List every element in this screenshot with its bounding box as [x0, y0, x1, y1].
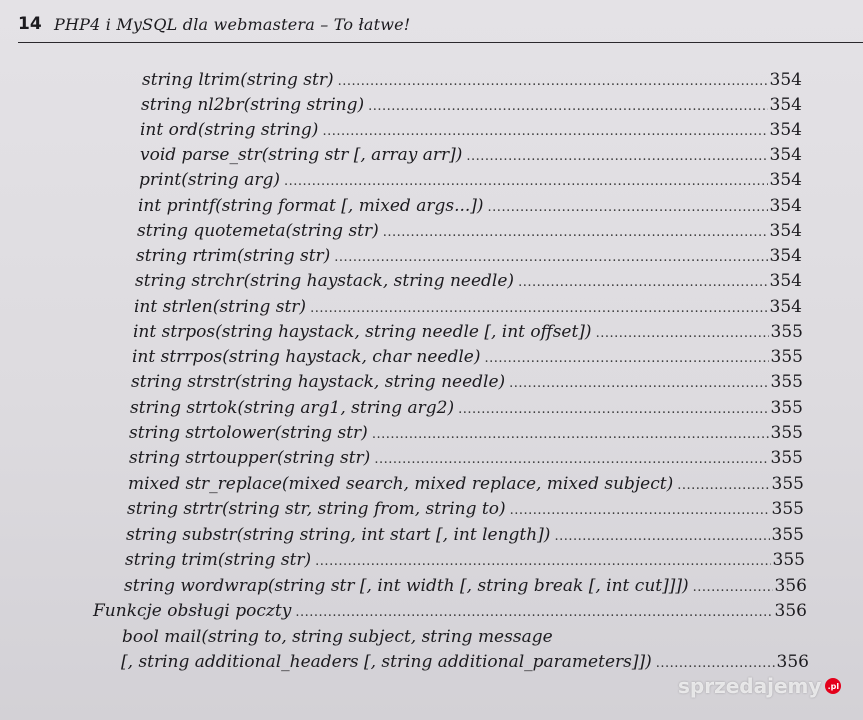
dot-leader	[374, 452, 768, 467]
toc-entry-text: string strtr(string str, string from, string to)	[127, 499, 506, 519]
toc-entry-page: 354	[769, 145, 802, 165]
dot-leader	[322, 124, 767, 139]
dot-leader	[458, 402, 768, 417]
toc-entry-text: string ltrim(string str)	[142, 70, 334, 90]
dot-leader	[372, 427, 769, 442]
dot-leader	[315, 554, 770, 569]
toc-entry-page: 354	[769, 170, 802, 190]
toc-entry-text: string trim(string str)	[125, 550, 312, 570]
toc-entry-text: string strtok(string arg1, string arg2)	[130, 398, 455, 418]
toc-entry-strtr	[127, 499, 804, 524]
toc-entry-text: string quotemeta(string str)	[137, 221, 379, 241]
dot-leader	[466, 149, 767, 164]
toc-entry-page: 354	[769, 221, 802, 241]
toc-entry-text: int strpos(string haystack, string needle [, int offset])	[133, 322, 592, 342]
dot-leader	[383, 225, 768, 240]
toc-entry-page: 354	[769, 271, 802, 291]
toc-entry-page: 355	[770, 347, 803, 367]
toc-entry-substr	[126, 525, 804, 550]
toc-entry-strrpos	[132, 347, 803, 372]
toc-entry-str-replace	[128, 474, 804, 499]
watermark-badge: .pl	[825, 678, 841, 694]
dot-leader	[509, 376, 768, 391]
toc-entry-text: print(string arg)	[139, 170, 280, 190]
toc-entry-printf	[138, 196, 802, 221]
toc-entry-rtrim	[136, 246, 802, 271]
toc-entry-page: 356	[774, 576, 807, 596]
toc-entry-page: 354	[769, 95, 802, 115]
toc-entry-page: 356	[774, 601, 807, 621]
toc-entry-wordwrap	[124, 576, 807, 601]
toc-entry-page: 355	[770, 322, 803, 342]
toc-entry-text: [, string additional_headers [, string additional_parameters]])	[121, 652, 652, 672]
dot-leader	[334, 250, 767, 265]
dot-leader	[295, 605, 772, 620]
toc-entry-page: 355	[770, 448, 803, 468]
toc-entry-page: 354	[769, 297, 802, 317]
toc-entry-quotemeta	[137, 221, 802, 246]
watermark-text: sprzedajemy	[678, 674, 822, 698]
toc-entry-nl2br	[141, 95, 802, 120]
toc-entry-text: string strtoupper(string str)	[129, 448, 371, 468]
toc-entry-text: string strstr(string haystack, string needle)	[131, 372, 506, 392]
toc-entry-strtolower	[129, 423, 803, 448]
toc-entry-print	[139, 170, 802, 195]
toc-entry-strpos	[133, 322, 803, 347]
toc-entry-strtok	[130, 398, 803, 423]
page-number: 14	[18, 14, 42, 34]
toc-entry-text: int ord(string string)	[140, 120, 319, 140]
toc-section-mail-functions	[93, 601, 807, 626]
running-title: PHP4 i MySQL dla webmastera – To łatwe!	[54, 15, 411, 34]
toc-entry-text: string nl2br(string string)	[141, 95, 365, 115]
toc-entry-text: string substr(string string, int start [, int length])	[126, 525, 551, 545]
dot-leader	[596, 326, 769, 341]
toc-entry-page: 354	[769, 70, 802, 90]
dot-leader	[677, 478, 769, 493]
toc-entry-page: 355	[771, 474, 804, 494]
toc-entry-trim	[125, 550, 805, 575]
toc-entry-mail-line1: bool mail(string to, string subject, string message	[122, 627, 553, 647]
page-header	[18, 12, 863, 43]
toc-entry-strstr	[131, 372, 803, 397]
toc-entry-ltrim	[142, 70, 802, 95]
toc-entry-page: 355	[770, 398, 803, 418]
dot-leader	[310, 301, 767, 316]
toc-entry-page: 355	[770, 423, 803, 443]
toc-entry-ord	[140, 120, 802, 145]
dot-leader	[484, 351, 768, 366]
dot-leader	[510, 503, 770, 518]
toc-entry-text: int strrpos(string haystack, char needle)	[132, 347, 481, 367]
toc-entry-page: 356	[776, 652, 809, 672]
toc-entry-page: 355	[772, 550, 805, 570]
toc-entry-page: 354	[769, 120, 802, 140]
toc-entry-page: 354	[769, 246, 802, 266]
toc-entry-page: 355	[771, 525, 804, 545]
toc-entry-text: mixed str_replace(mixed search, mixed replace, mixed subject)	[128, 474, 674, 494]
dot-leader	[338, 74, 768, 89]
dot-leader	[284, 174, 768, 189]
watermark	[678, 668, 848, 704]
toc-entry-strtoupper	[129, 448, 803, 473]
toc-entry-page: 355	[770, 372, 803, 392]
toc-entry-text: string rtrim(string str)	[136, 246, 331, 266]
toc-entry-text: string strchr(string haystack, string needle)	[135, 271, 515, 291]
toc-entry-page: 355	[771, 499, 804, 519]
toc-entry-strlen	[134, 297, 802, 322]
toc-entry-text: int strlen(string str)	[134, 297, 307, 317]
dot-leader	[368, 99, 767, 114]
dot-leader	[488, 200, 768, 215]
toc-entry-strchr	[135, 271, 802, 296]
toc-entry-text: void parse_str(string str [, array arr])	[140, 145, 463, 165]
toc-entry-text: Funkcje obsługi poczty	[93, 601, 292, 621]
dot-leader	[554, 529, 769, 544]
dot-leader	[518, 275, 767, 290]
toc-entry-text: string wordwrap(string str [, int width [, string break [, int cut]]])	[124, 576, 689, 596]
toc-entry-page: 354	[769, 196, 802, 216]
toc-entry-parse-str	[140, 145, 802, 170]
toc-entry-text: int printf(string format [, mixed args...])	[138, 196, 484, 216]
toc-entry-text: string strtolower(string str)	[129, 423, 368, 443]
dot-leader	[693, 580, 773, 595]
